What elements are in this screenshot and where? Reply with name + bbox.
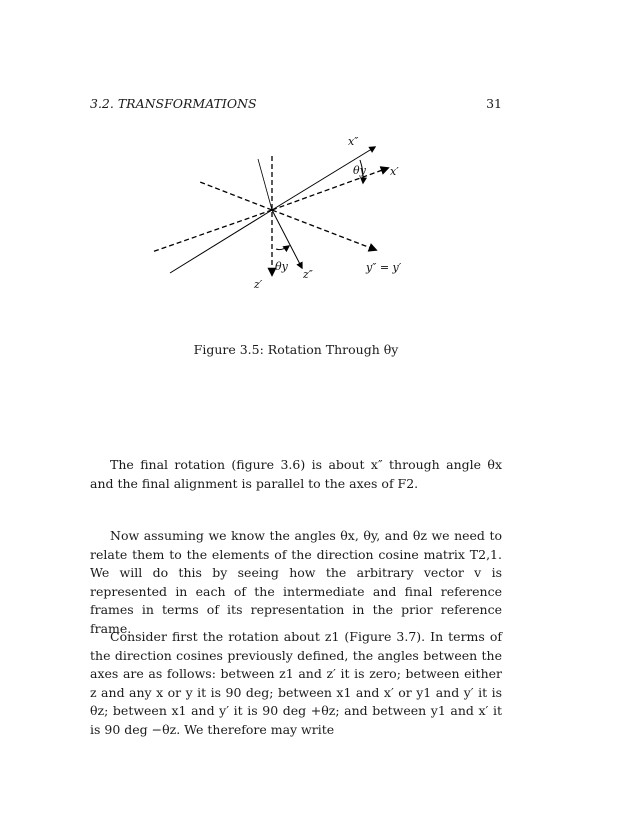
x-double-prime-axis-back xyxy=(170,210,272,273)
paragraph-angles-assumption: Now assuming we know the angles θx, θy, and θz we need to relate them to the elements of the direction cosine matrix T2,1. We will do this by seeing how the arbitrary vector v is represented in each of the intermediate and final reference frames in terms of its representation in the prior reference frame. xyxy=(90,528,502,636)
figure-caption: Figure 3.5: Rotation Through θy xyxy=(193,342,399,357)
label-theta-y-top: θy xyxy=(353,164,366,177)
label-theta-y-bottom: θy xyxy=(275,260,288,273)
x-prime-axis-back xyxy=(152,210,272,252)
label-x-prime: x′ xyxy=(390,165,399,178)
theta-y-arc-bottom xyxy=(276,246,289,250)
x-double-prime-axis xyxy=(272,147,375,210)
paragraph-rotation-about-z1: Consider first the rotation about z1 (Figure 3.7). In terms of the direction cosines previously defined, the angles between the axes are as follows: between z1 and z′ it is zero; between either z and any x or y it is 90 deg; between x1 and x′ or y1 and y′ it is θz; between x1 and y′ it is 90 deg +θz; and between y1 and x′ it is 90 deg −θz. We therefore may write xyxy=(90,629,502,737)
section-title: 3.2. TRANSFORMATIONS xyxy=(90,96,257,111)
y-axis-back xyxy=(200,182,272,210)
label-y-eq: y″ = y′ xyxy=(366,261,402,274)
running-header xyxy=(90,96,502,114)
y-axis xyxy=(272,210,376,250)
rotation-diagram xyxy=(120,128,430,308)
rotation-figure xyxy=(120,128,430,308)
page-number: 31 xyxy=(486,96,502,111)
paragraph-final-rotation: The final rotation (figure 3.6) is about x″ through angle θx and the final alignment is parallel to the axes of F2. xyxy=(90,457,502,491)
label-z-double-prime: z″ xyxy=(303,268,313,281)
label-z-prime: z′ xyxy=(254,278,263,291)
label-x-double-prime: x″ xyxy=(348,135,359,148)
z-double-prime-axis-back xyxy=(258,159,272,210)
